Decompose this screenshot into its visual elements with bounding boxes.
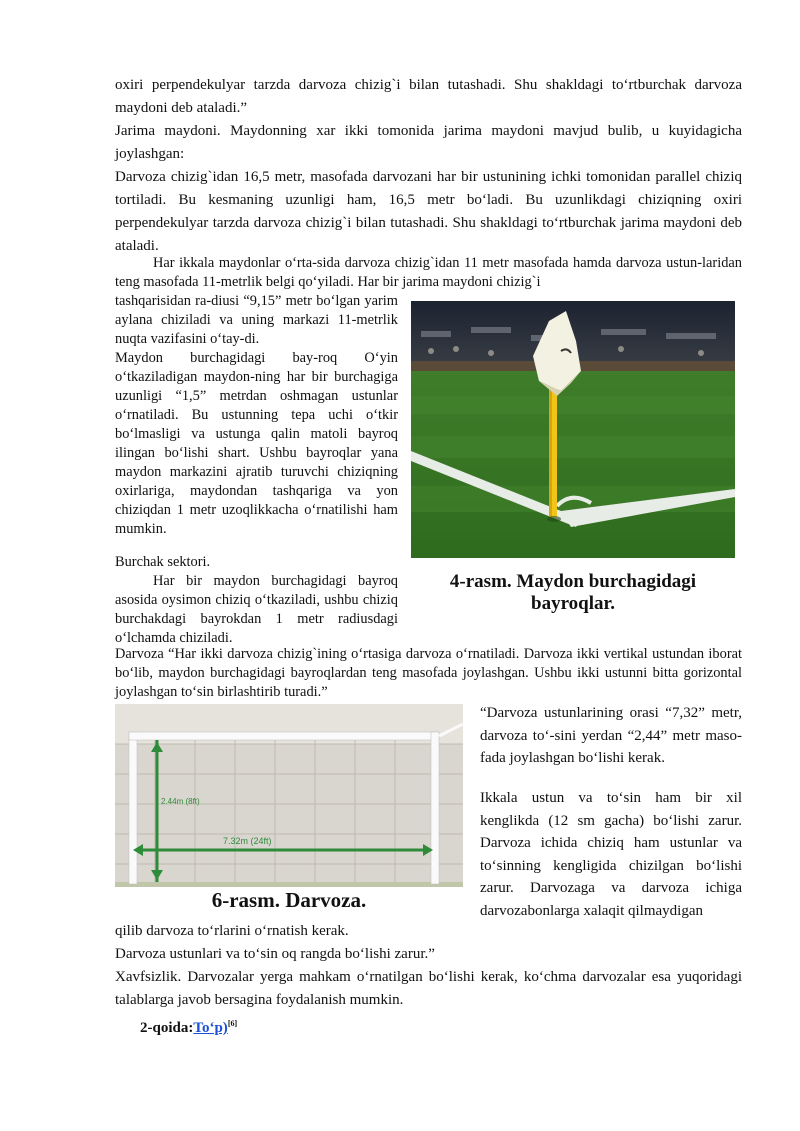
goal-nets-paragraph: qilib darvoza to‘rlarini o‘rnatish kerak. [115, 923, 349, 939]
safety-paragraph: Xavfsizlik. Darvozalar yerga mahkam o‘rnatilgan bo‘lishi kerak, ko‘chma darvozalar esa yuqoridagi talablarga javob bersagina foydalanish mumkin. [115, 969, 742, 1008]
goal-color-paragraph: Darvoza ustunlari va to‘sin oq rangda bo‘lishi zarur.” [115, 946, 435, 962]
rule-2-heading [140, 1012, 540, 1040]
rule-2-link[interactable]: To‘p) [193, 1020, 228, 1036]
goal-illustration [115, 704, 463, 909]
figure-4-caption-line1: 4-rasm. Maydon burchagidagi [449, 571, 697, 592]
intro-paragraph-end: oxiri perpendekulyar tarzda darvoza chizig`i bilan tutashadi. Shu shakldagi to‘rtburchak darvoza maydoni deb ataladi.” [115, 77, 742, 116]
penalty-area-description: Darvoza chizig`idan 16,5 metr, masofada darvozani har bir ustunining ichki tomonidan parallel chiziq tortiladi. Bu kesmaning uzunligi ham, 16,5 metr bo‘ladi. Bu uzunlikdagi chiziqning oxiri perpendekulyar tarzda darvoza chizig`i bilan tutashadi. Shu shakldagi to‘rtburchak jarima maydoni deb ataladi. [115, 169, 742, 254]
corner-flag-paragraph: Maydon burchagidagi bay-roq O‘yin o‘tkaziladigan maydon-ning har bir burchagiga uzunligi “1,5” metrdan oshmagan ustunlar o‘rnatiladi. Bu ustunning tepa uchi o‘tkir bo‘lmasligi va ustunga qalin matoli bayroq ilingan bo‘lishi shart. Ushbu bayroqlar yana maydon markazini ajratib turuvchi chiziqning oxirlariga, maydondan tashqariga va yon chiziqdan 1 metr uzoqlikkacha o‘rnatilishi ham mumkin. [115, 350, 398, 537]
figure-4-caption [411, 571, 735, 615]
corner-flag-illustration [411, 301, 735, 558]
corner-sector-paragraph: Har bir maydon burchagidagi bayroq asosida oysimon chiziq o‘tkaziladi, ushbu chiziq burchakdagi bayrokdan 1 metr radiusdagi o‘lchamda chiziladi. [115, 573, 398, 646]
penalty-area-title: Jarima maydoni. Maydonning xar ikki tomonida jarima maydoni mavjud bulib, u kuyidagicha joylashgan: [115, 123, 742, 162]
penalty-mark-paragraph: Har ikkala maydonlar o‘rta-sida darvoza chizig`idan 11 metr masofada hamda darvoza ustun-laridan teng masofada 11-metrlik belgi qo‘yiladi. Har bir jarima maydoni chizig`i [115, 255, 742, 290]
goal-dimensions-paragraph: “Darvoza ustunlarining orasi “7,32” metr, darvoza to‘-sini yerdan “2,44” metr maso-fada joylashgan bo‘lishi kerak. [480, 705, 742, 766]
rule-2-footnote: [6] [227, 1019, 238, 1028]
goal-definition-paragraph: Darvoza “Har ikki darvoza chizig`ining o‘rtasiga darvoza o‘rnatiladi. Darvoza ikki vertikal ustundan iborat bo‘lib, maydon burchagidagi bayroqlardan teng masofada joylashgan. Ushbu ikki ustunni bitta gorizontal joylashgan to‘sin birlashtirib turadi.” [115, 646, 742, 700]
goal-height-label: 2.44m (8ft) [161, 797, 200, 806]
corner-flag-photo [411, 301, 735, 558]
figure-6-caption: 6-rasm. Darvoza. [115, 887, 463, 913]
goal-width-label: 7.32m (24ft) [223, 836, 272, 846]
rule-2-label: 2-qoida: [140, 1020, 194, 1036]
penalty-arc-paragraph: tashqarisidan ra-diusi “9,15” metr bo‘lgan yarim aylana chiziladi va uning markazi 11-metrlik nuqta vazifasini o‘tay-di. [115, 293, 398, 347]
figure-4-caption-line2: bayroqlar. [531, 593, 615, 614]
goal-width-paragraph: Ikkala ustun va to‘sin ham bir xil kenglikda (12 sm gacha) bo‘lishi zarur. Darvoza ichida chiziq ham ustunlar va to‘sinning kengligida chizilgan bo‘lishi zarur. Darvozaga va darvoza ichiga darvozabonlarga xalaqit qilmaydigan [480, 790, 742, 919]
corner-sector-title: Burchak sektori. [115, 554, 211, 570]
goal-photo [115, 704, 463, 909]
